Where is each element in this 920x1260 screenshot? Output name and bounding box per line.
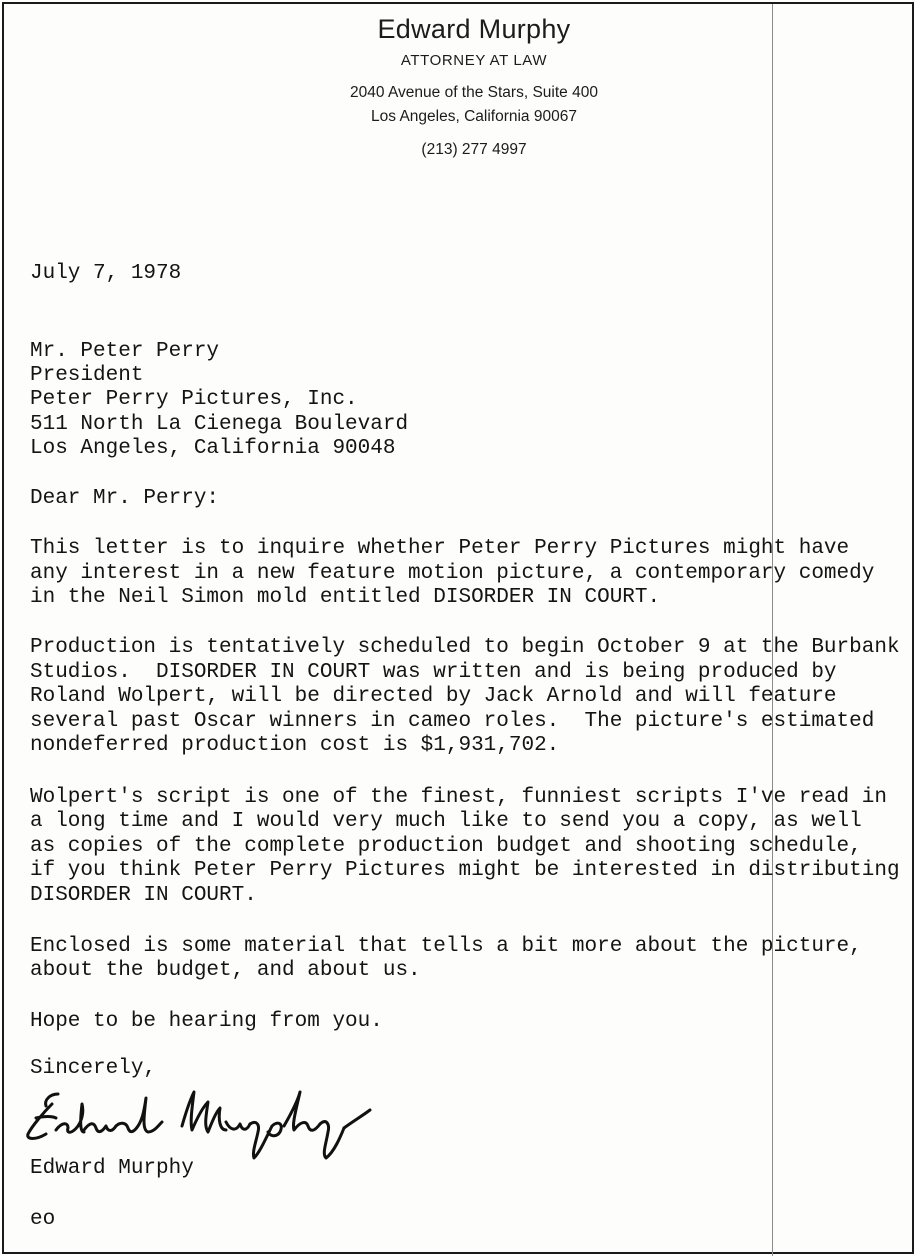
paragraph-line: a long time and I would very much like to send you a copy, as well [30, 810, 862, 833]
paragraph-line: Enclosed is some material that tells a bit more about the picture, [30, 935, 862, 958]
recipient-street: 511 North La Cienega Boulevard [30, 413, 409, 436]
closing: Sincerely, [30, 1057, 157, 1080]
paragraph-line: Roland Wolpert, will be directed by Jack Arnold and will feature [30, 685, 837, 708]
paragraph-line: This letter is to inquire whether Peter Perry Pictures might have [30, 537, 850, 560]
salutation: Dear Mr. Perry: [30, 487, 220, 510]
recipient-title: President [30, 364, 144, 387]
signer-name: Edward Murphy [30, 1157, 194, 1180]
handwritten-signature [22, 1082, 422, 1162]
paragraph-line: Production is tentatively scheduled to begin October 9 at the Burbank [30, 636, 900, 659]
recipient-company: Peter Perry Pictures, Inc. [30, 388, 358, 411]
recipient-city: Los Angeles, California 90048 [30, 437, 396, 460]
letter-page [2, 2, 914, 1254]
paragraph-line: if you think Peter Perry Pictures might be interested in distributing [30, 859, 900, 882]
paragraph-line: as copies of the complete production budget and shooting schedule, [30, 835, 862, 858]
paragraph-line: about the budget, and about us. [30, 959, 421, 982]
letterhead-address-line1: 2040 Avenue of the Stars, Suite 400 [350, 84, 598, 101]
paragraph-line: Studios. DISORDER IN COURT was written and is being produced by [30, 661, 837, 684]
letter-date: July 7, 1978 [30, 262, 182, 285]
typist-initials: eo [30, 1208, 56, 1231]
letterhead-title: ATTORNEY AT LAW [400, 52, 548, 69]
paragraph-line: in the Neil Simon mold entitled DISORDER IN COURT. [30, 586, 661, 609]
paragraph-line: Wolpert's script is one of the finest, funniest scripts I've read in [30, 786, 887, 809]
recipient-name: Mr. Peter Perry [30, 340, 220, 363]
paragraph-line: DISORDER IN COURT. [30, 884, 257, 907]
paragraph-line: any interest in a new feature motion picture, a contemporary comedy [30, 562, 875, 585]
paragraph-line: Hope to be hearing from you. [30, 1010, 383, 1033]
scan-fold-line [772, 4, 773, 1256]
letterhead-name: Edward Murphy [377, 14, 571, 44]
letterhead-phone: (213) 277 4997 [421, 141, 527, 158]
letterhead-address-line2: Los Angeles, California 90067 [371, 108, 577, 125]
paragraph-line: nondeferred production cost is $1,931,702. [30, 734, 560, 757]
paragraph-line: several past Oscar winners in cameo roles. The picture's estimated [30, 710, 875, 733]
